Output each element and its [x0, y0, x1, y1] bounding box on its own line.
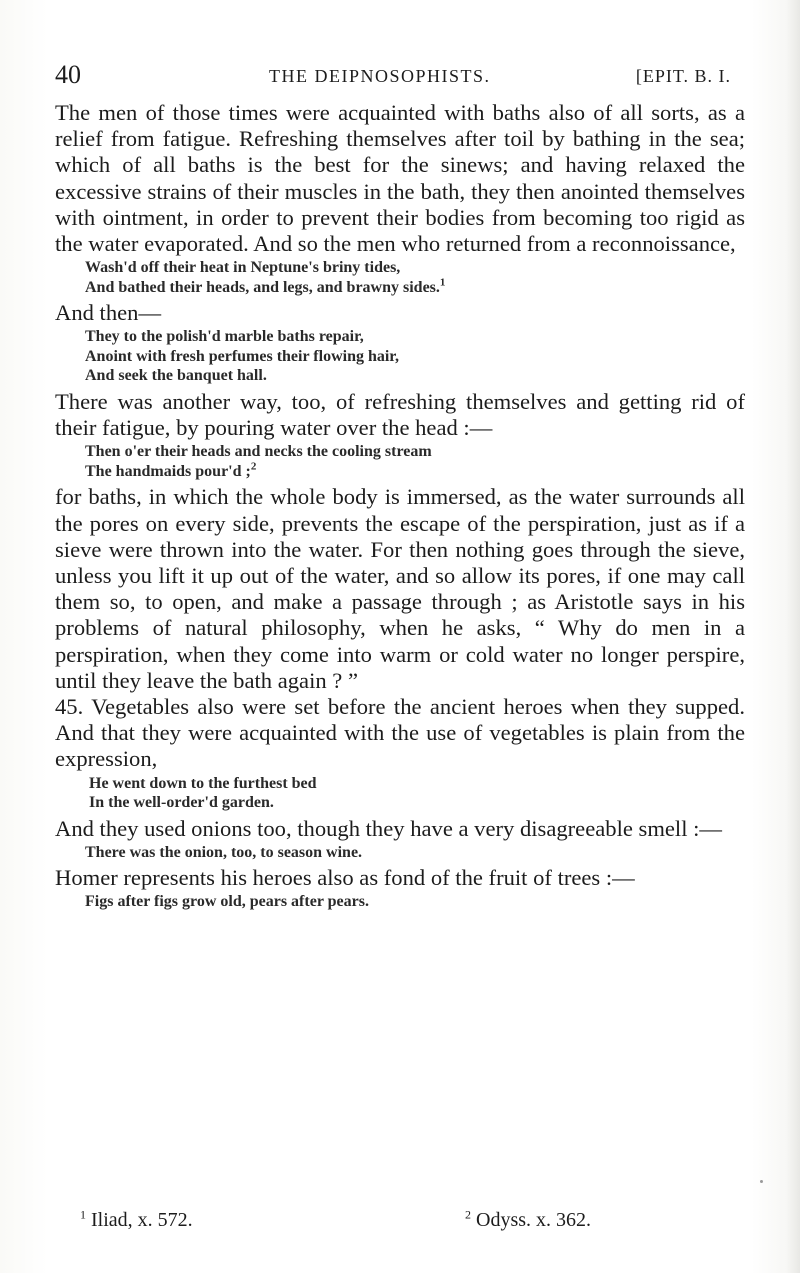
paragraph-numbered: 45. Vegetables also were set before the ancient heroes when they supped. And that they were acquainted with the use of vegetables is plain from the expression, — [55, 693, 745, 772]
page-number: 40 — [55, 60, 81, 89]
paragraph: for baths, in which the whole body is immersed, as the water surrounds all the pores on every side, prevents the escape of the perspiration, just as if a sieve were thrown into the water. For then nothing goes through the sieve, unless you lift it up out of the water, and so allow its pores, if one may call them so, to open, and make a passage through ; as Aristotle says in his problems of natural philosophy, when he asks, “ Why do men in a perspiration, when they come into warm or cold water no longer perspire, until they leave the bath again ? ” — [55, 484, 745, 693]
paragraph: And then— — [55, 300, 162, 326]
footnote — [80, 1209, 193, 1232]
verse-line: Wash'd off their heat in Neptune's briny tides, — [85, 259, 401, 277]
footnote-text: Odyss. x. 362. — [476, 1209, 592, 1231]
verse-line: There was the onion, too, to season wine. — [85, 843, 363, 861]
verse-quote — [55, 843, 745, 863]
verse-line-text: The handmaids pour'd ; — [85, 462, 251, 480]
paragraph: The men of those times were acquainted with baths also of all sorts, as a relief from fatigue. Refreshing themselves after toil by bathing in the sea; which of all baths is the best for the sinews; and having relaxed the excessive strains of their muscles in the bath, they then anointed themselves with ointment, in order to prevent their bodies from becoming too rigid as the water evaporated. And so the men who returned from a reconnoissance, — [55, 100, 745, 257]
verse-line: He went down to the furthest bed — [89, 774, 317, 792]
verse-line — [85, 278, 745, 298]
verse-quote — [55, 258, 745, 297]
paragraph: There was another way, too, of refreshing themselves and getting rid of their fatigue, by pouring water over the head :— — [55, 388, 745, 441]
page-header — [55, 60, 745, 94]
footnote — [465, 1209, 591, 1232]
paper-speck — [760, 1180, 763, 1183]
verse-line-text: And bathed their heads, and legs, and brawny sides. — [85, 278, 440, 296]
paragraph: Homer represents his heroes also as fond of the fruit of trees :— — [55, 865, 635, 891]
verse-quote — [55, 774, 745, 813]
footnote-text: Iliad, x. 572. — [91, 1209, 193, 1231]
verse-line: Figs after figs grow old, pears after pears. — [85, 893, 369, 911]
verse-line — [85, 462, 745, 482]
verse-quote — [55, 442, 745, 481]
footnote-number: 1 — [80, 1207, 86, 1222]
footnote-number: 2 — [465, 1207, 471, 1222]
verse-line: Anoint with fresh perfumes their flowing hair, — [85, 347, 399, 365]
footnote-marker: 2 — [250, 460, 257, 473]
verse-line: They to the polish'd marble baths repair, — [85, 328, 364, 346]
verse-line: Then o'er their heads and necks the cooling stream — [85, 443, 432, 461]
paragraph: And they used onions too, though they have a very disagreeable smell :— — [55, 815, 722, 841]
running-title: THE DEIPNOSOPHISTS. — [269, 66, 491, 86]
footnotes — [80, 1209, 720, 1239]
footnote-marker: 1 — [439, 276, 446, 289]
verse-line: In the well-order'd garden. — [89, 794, 274, 812]
verse-line: And seek the banquet hall. — [85, 367, 267, 385]
section-reference: [EPIT. B. I. — [635, 66, 731, 86]
page-edge-shadow — [786, 0, 800, 1273]
page-body — [55, 100, 745, 915]
verse-quote — [55, 892, 745, 912]
verse-quote — [55, 327, 745, 386]
